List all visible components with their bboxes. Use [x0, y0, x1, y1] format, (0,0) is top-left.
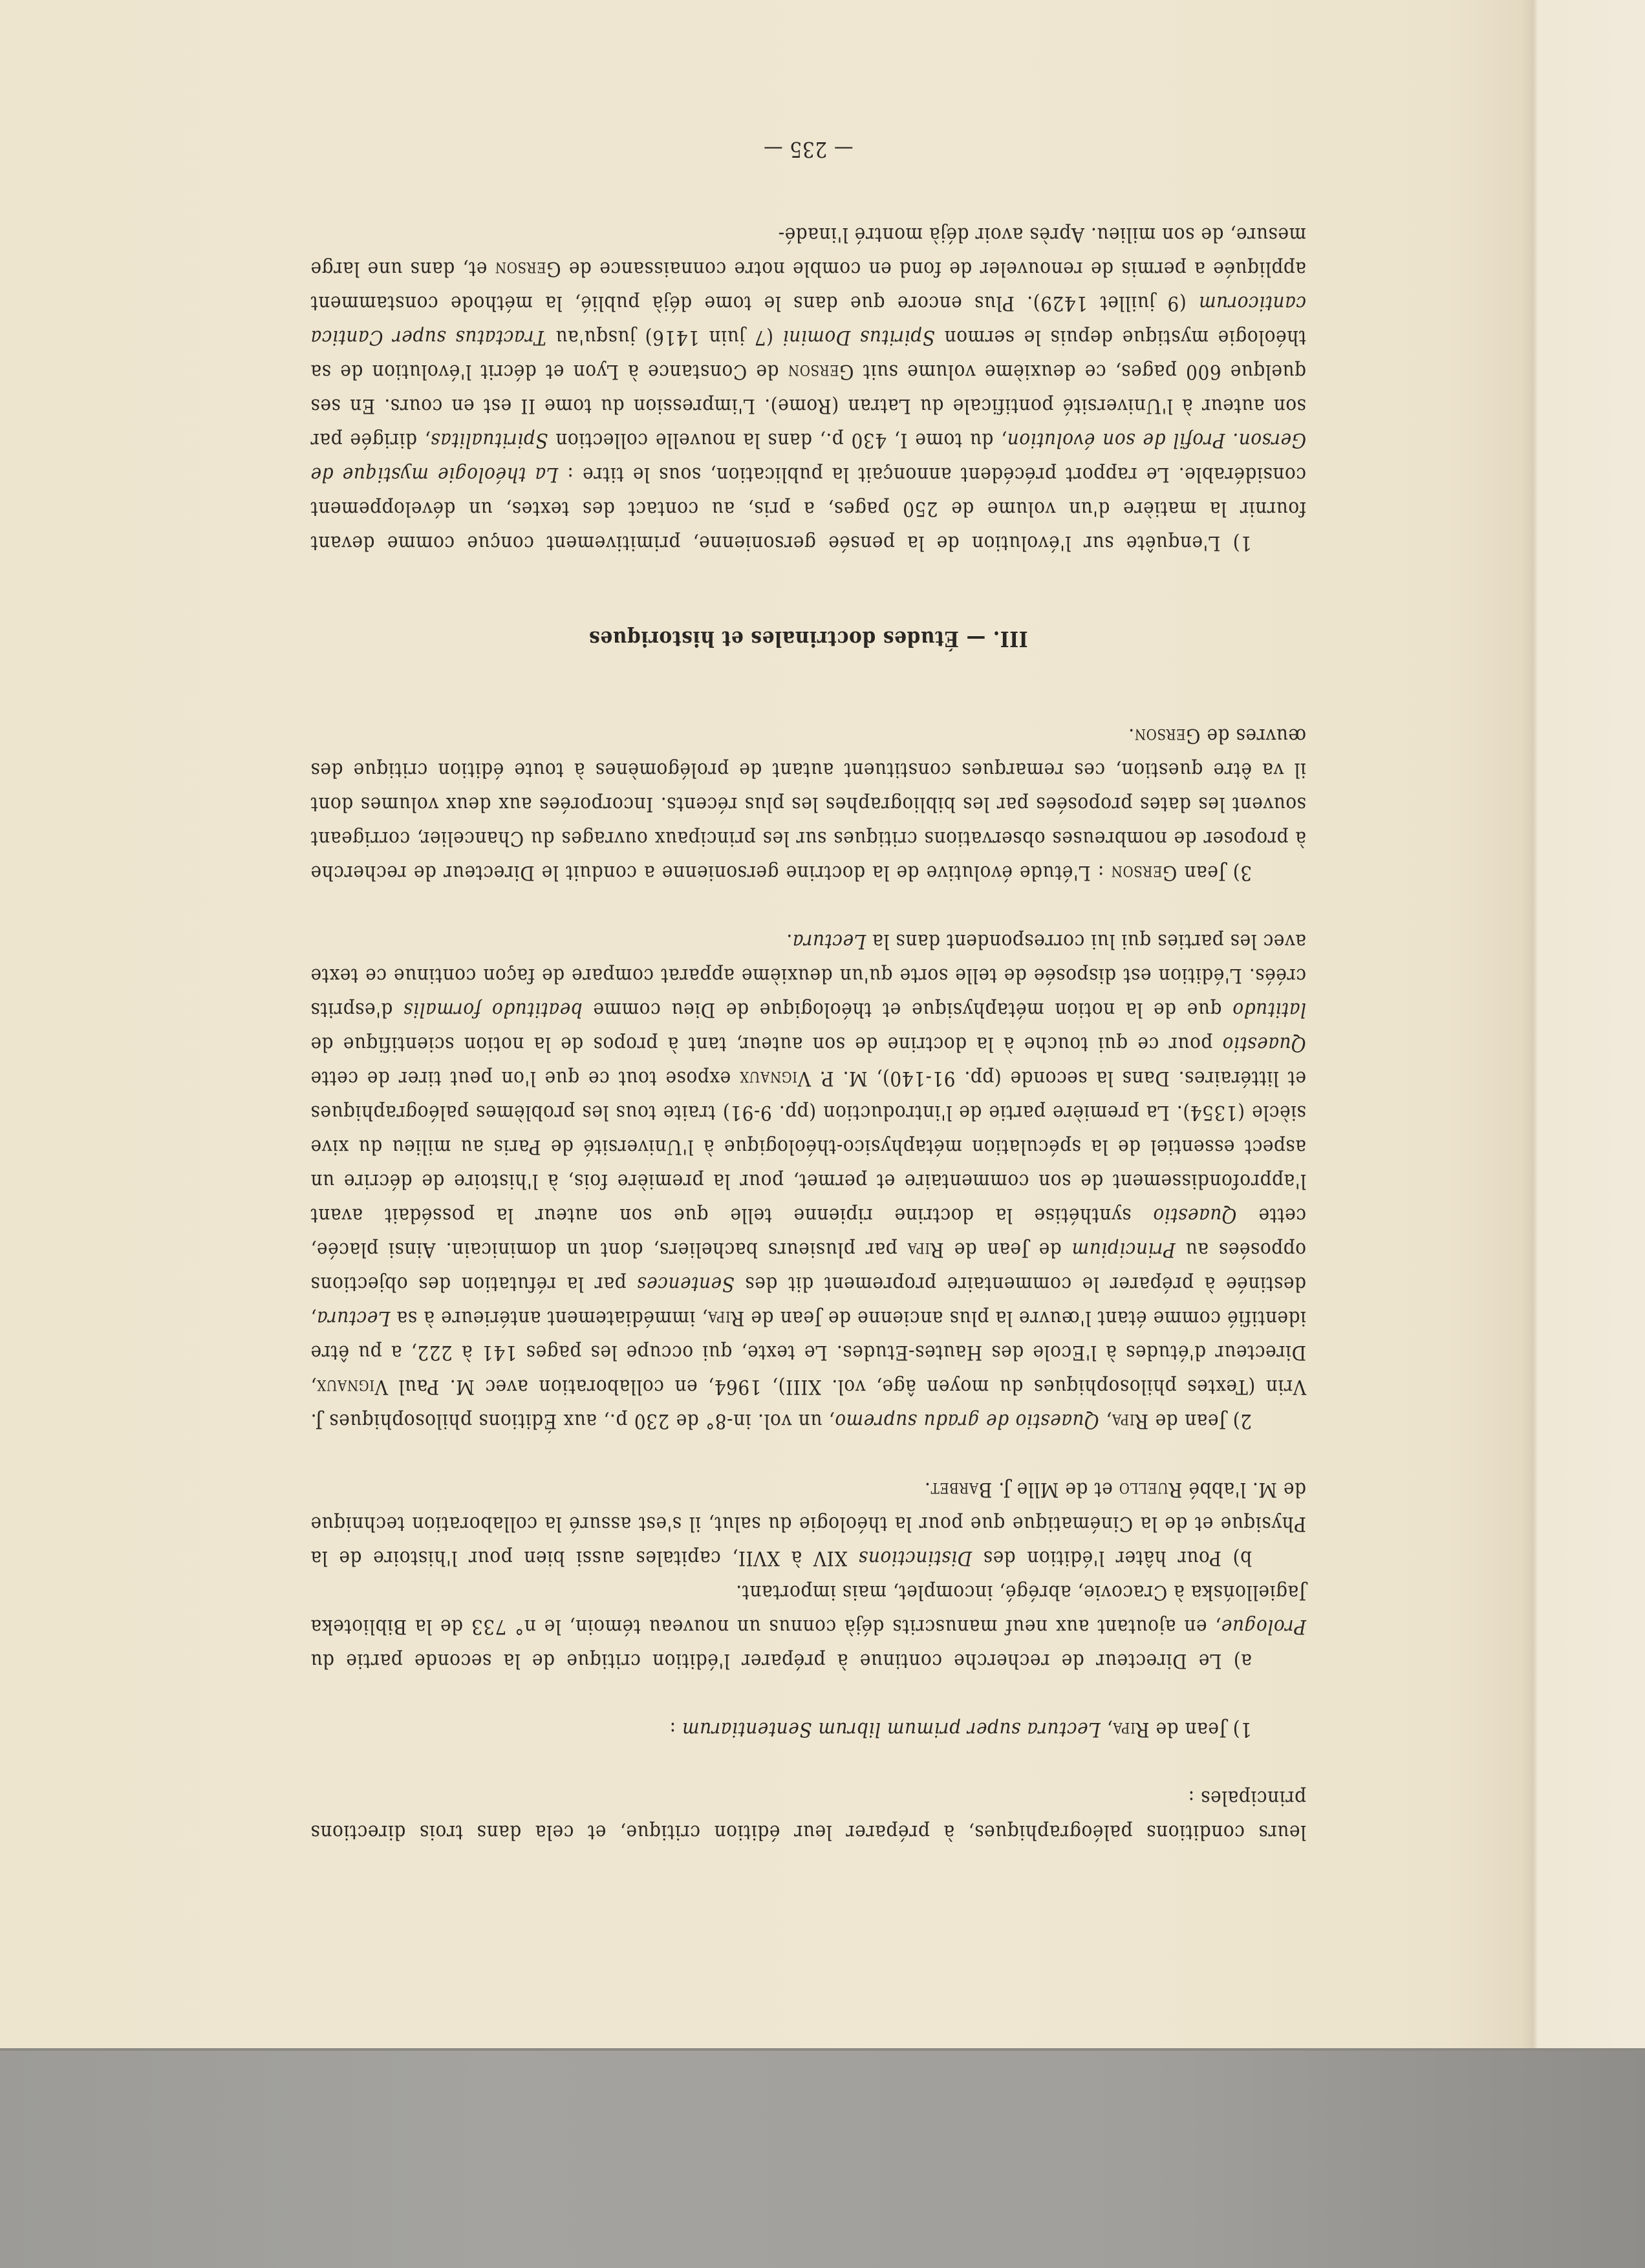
text-run: . [1128, 724, 1135, 747]
italic-title: Spiritualitas [430, 429, 548, 452]
text-run: , Directeur d'études à l'Ecole des Hautes-Etudes. Le texte, qui occupe les pages 141 à 222, a pu être identifié comme étant l'œuvre la plus ancienne de Jean de [310, 1307, 1306, 1398]
text-run: (9 juillet 1429). Plus encore que dans le tome déjà publié, la méthode constamment appliquée a permis de renouveler de fond en comble notre connaissance de [310, 257, 1306, 315]
italic-title: beatitudo formalis [403, 998, 583, 1022]
text-run: synthétise la doctrine ripienne telle que son auteur la possédait avant l'approfondissement de son commentaire et permet, pour la première fois, à l'histoire de décrire un aspect essentiel de la spéculation métaphysico-théologique à l'Université de Paris au milieu du xive siècle (1354). La première partie de l'introduction (pp. 9-91) traite tous les problèmes paléographiques et littéraires. Dans la seconde (pp. 91-140), M. P. [310, 1067, 1306, 1227]
spacer [310, 1678, 1306, 1712]
spacer [310, 560, 1306, 622]
spacer [310, 656, 1306, 718]
scanner-background [0, 2048, 1645, 2268]
text-run: . [786, 930, 793, 953]
work-title: Lectura super primum librum Sententiarum [682, 1718, 1101, 1741]
italic-title: Spiritus Domini [782, 326, 935, 349]
section-heading: III. — Études doctrinales et historiques [588, 626, 1028, 652]
text-run: expose tout ce que l'on peut tirer de cette [310, 1067, 740, 1090]
item-1-heading [310, 1712, 1306, 1746]
person-name: Barbet [930, 1478, 993, 1501]
text-run: d'esprits créés. L'édition est disposée de telle sorte qu'un deuxième apparat compare de façon continue ce texte avec les parties qui lui correspondent dans la [310, 930, 1306, 1022]
text-run: 1) L'enquête sur l'évolution de la pensée gersonienne, primitivement conçue comme devant fournir la matière d'un volume de 250 pages, a pris, au contact des textes, un développement considérable. Le rapport précédent annonçait la publication, sous le titre : [310, 463, 1306, 555]
text-run: et de Mlle J. [992, 1478, 1119, 1501]
person-name: Ripa [707, 1307, 745, 1330]
text-run: par plusieurs bacheliers, dont un dominicain. Ainsi placée, cette [310, 1204, 1306, 1261]
italic-title: Quaestio [1222, 1032, 1306, 1056]
text-run: de Jean de [943, 1238, 1072, 1261]
text-run: , un vol. in-8° de 230 p., aux Éditions philosophiques J. Vrin (Textes philosophiques du moyen âge, vol. XIII), 1964, en collaboration avec M. Paul [310, 1375, 1306, 1433]
separator: , [1106, 1718, 1113, 1741]
person-name: Vignaux [739, 1067, 811, 1090]
italic-title: Prologue [1221, 1615, 1306, 1638]
spacer [310, 890, 1306, 924]
italic-title: Distinctions [858, 1546, 973, 1570]
person-name: Ripa [1112, 1409, 1149, 1433]
intro-paragraph: leurs conditions paléographiques, à préparer leur édition critique, et cela dans trois directions principales : [310, 1786, 1306, 1844]
text-run: , dirigée par son auteur à l'Université pontificale du Latran (Rome). L'impression du tome II est en cours. En ses quelque 600 pages, ce deuxième volume suit [310, 360, 1306, 452]
text-run: pour ce qui touche à la doctrine de son auteur, tant à propos de la notion scientifique de [310, 1032, 1223, 1056]
author-name-smallcaps: Ripa [1112, 1718, 1150, 1741]
item-2-paragraph [310, 924, 1306, 1438]
text-run: , du tome I, 430 p., dans la nouvelle collection [548, 429, 1007, 452]
italic-title: Lectura [792, 930, 866, 953]
section-3-item-1-paragraph [310, 217, 1306, 560]
text-run: , en ajoutant aux neuf manuscrits déjà connus un nouveau témoin, le n° 733 de la Biblioteka Jagiellońska à Cracovie, abrégé, incomplet, mais important. [310, 1581, 1306, 1638]
author-first: Jean de [1156, 1718, 1227, 1741]
text-run: b) Pour hâter l'édition des [972, 1546, 1252, 1570]
italic-title: Principium [1071, 1238, 1176, 1261]
text-run: (7 juin 1416) jusqu'au [546, 326, 783, 349]
italic-title: Tractatus super Cantica canticorum [310, 292, 1306, 349]
item-1a-paragraph [310, 1575, 1306, 1678]
spacer [310, 1438, 1306, 1472]
text-run: 2) Jean de [1148, 1409, 1252, 1433]
person-name: Gerson [1134, 724, 1201, 747]
item-1b-paragraph [310, 1472, 1306, 1575]
person-name: Gerson [788, 360, 854, 383]
text-run: , destinée à préparer le commentaire proprement dit des [310, 1272, 1306, 1330]
text-run: a) Le Directeur de recherche continue à préparer l'édition critique de la seconde partie du [310, 1649, 1252, 1673]
item-number: 1) [1232, 1718, 1252, 1741]
italic-title: Quaestio de gradu supremo [834, 1409, 1099, 1433]
italic-title: Lectura [316, 1307, 391, 1330]
italic-title: Sentences [636, 1272, 735, 1296]
text-run: et, dans une large mesure, de son milieu. Après avoir déjà montré l'inadé- [310, 223, 1306, 281]
text-run: que de la notion métaphysique et théologique de Dieu comme [582, 998, 1232, 1022]
text-run: de Constance à Lyon et décrit l'évolution de sa théologie mystique depuis le sermon [310, 326, 1306, 383]
person-name: Ruello [1119, 1478, 1183, 1501]
spacer [310, 1746, 1306, 1781]
text-run: 3) Jean [1177, 861, 1252, 884]
text-run: . [924, 1478, 930, 1501]
text-run: par la réfutation des objections opposées au [310, 1238, 1306, 1296]
text-run: , immédiatement antérieure à sa [390, 1307, 708, 1330]
page-number: — 235 — [763, 137, 854, 162]
italic-title: La théologie mystique de Gerson. Profil de son évolution [310, 429, 1306, 486]
text-run: , [1099, 1409, 1112, 1433]
italic-title: latitudo [1232, 998, 1306, 1022]
italic-title: Quaestio [1152, 1204, 1237, 1227]
person-name: Vignaux [316, 1375, 388, 1398]
person-name: Gerson [495, 257, 561, 281]
person-name: Gerson [1110, 861, 1177, 884]
text-run: XIV à XVII, capitales aussi bien pour l'histoire de la Physique et de la Cinématique que pour la théologie du salut, il s'est assuré la collaboration technique de M. l'abbé [310, 1478, 1306, 1570]
page-text-block [310, 133, 1306, 1849]
text-run: : L'étude évolutive de la doctrine gersonienne a conduit le Directeur de recherche à proposer de nombreuses observations critiques sur les principaux ouvrages du Chancelier, corrigeant souvent les dates proposées par les bibliographes les plus récents. Incorporées aux deux volumes dont il va être question, ces remarques constituent autant de prolégomènes à toute édition critique des œuvres de [310, 724, 1306, 884]
person-name: Ripa [907, 1238, 944, 1261]
colon: : [669, 1718, 682, 1741]
item-3-paragraph [310, 718, 1306, 890]
